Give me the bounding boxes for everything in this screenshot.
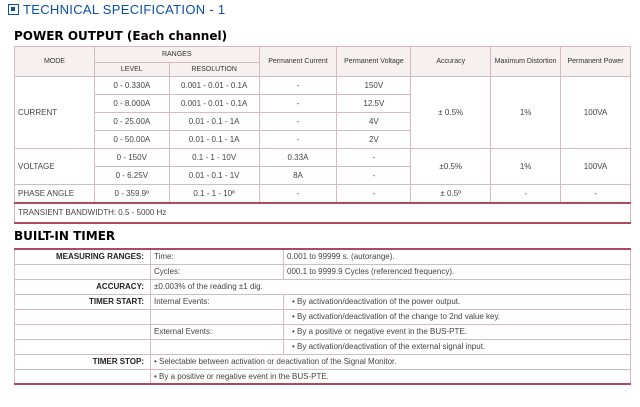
table-row xyxy=(15,149,631,167)
resolution-cell: 0.001 - 0.01 - 0.1A xyxy=(169,77,259,95)
perm-voltage-cell: 2V xyxy=(337,131,411,149)
accuracy-phase: ± 0.5º xyxy=(411,185,491,203)
resolution-cell: 0.001 - 0.01 - 0.1A xyxy=(169,95,259,113)
cycles-label: Cycles: xyxy=(151,264,284,279)
table-row xyxy=(15,309,631,324)
power-phase: - xyxy=(561,185,631,203)
timer-stop-label: TIMER STOP: xyxy=(15,354,151,369)
table-row xyxy=(15,369,631,384)
table-row xyxy=(15,294,631,309)
header-level: LEVEL xyxy=(94,63,169,77)
perm-current-cell: 8A xyxy=(259,167,337,185)
level-cell: 0 - 6.25V xyxy=(94,167,169,185)
timer-start-label: TIMER START: xyxy=(15,294,151,309)
internal-events-label: Internal Events: xyxy=(151,294,284,309)
perm-current-cell: - xyxy=(259,131,337,149)
perm-voltage-cell: - xyxy=(337,167,411,185)
accuracy-label: ACCURACY: xyxy=(15,279,151,294)
level-cell: 0 - 50.00A xyxy=(94,131,169,149)
resolution-cell: 0.01 - 0.1 - 1A xyxy=(169,113,259,131)
perm-current-cell: 0.33A xyxy=(259,149,337,167)
level-cell: 0 - 0.330A xyxy=(94,77,169,95)
perm-current-cell: - xyxy=(259,113,337,131)
perm-current-cell: - xyxy=(259,77,337,95)
header-perm-voltage: Permanent Voltage xyxy=(337,47,411,77)
perm-voltage-cell: 150V xyxy=(337,77,411,95)
table-row xyxy=(15,185,631,203)
power-voltage: 100VA xyxy=(561,149,631,185)
distortion-current: 1% xyxy=(491,77,561,149)
header-mode: MODE xyxy=(15,47,95,77)
header-resolution: RESOLUTION xyxy=(169,63,259,77)
list-item: • By a positive or negative event in the BUS-PTE. xyxy=(284,324,631,339)
accuracy-voltage: ±0.5% xyxy=(411,149,491,185)
built-in-timer-table xyxy=(14,248,631,385)
header-perm-current: Permanent Current xyxy=(259,47,337,77)
distortion-voltage: 1% xyxy=(491,149,561,185)
power-output-table xyxy=(14,46,631,224)
cycles-value: 000.1 to 9999.9 Cycles (referenced frequency). xyxy=(284,264,631,279)
perm-voltage-cell: 12.5V xyxy=(337,95,411,113)
table-row xyxy=(15,264,631,279)
time-label: Time: xyxy=(151,249,284,264)
external-events-label: External Events: xyxy=(151,324,284,339)
list-item: • By activation/deactivation of the power output. xyxy=(284,294,631,309)
resolution-cell: 0.01 - 0.1 - 1A xyxy=(169,131,259,149)
transient-bandwidth: TRANSIENT BANDWIDTH: 0.5 - 5000 Hz xyxy=(15,203,631,223)
level-cell: 0 - 359.9º xyxy=(94,185,169,203)
perm-voltage-cell: - xyxy=(337,149,411,167)
distortion-phase: - xyxy=(491,185,561,203)
resolution-cell: 0.01 - 0.1 - 1V xyxy=(169,167,259,185)
built-in-timer-title: BUILT-IN TIMER xyxy=(14,229,116,243)
perm-current-cell: - xyxy=(259,185,337,203)
page-header xyxy=(8,1,225,17)
time-value: 0.001 to 99999 s. (autorange). xyxy=(284,249,631,264)
header-max-distortion: Maximum Distortion xyxy=(491,47,561,77)
perm-voltage-cell: - xyxy=(337,185,411,203)
table-row xyxy=(15,324,631,339)
measuring-ranges-label: MEASURING RANGES: xyxy=(15,249,151,264)
mode-phase-angle: PHASE ANGLE xyxy=(15,185,95,203)
table-row xyxy=(15,203,631,223)
list-item: • Selectable between activation or deactivation of the Signal Monitor. xyxy=(151,354,631,369)
header-perm-power: Permanent Power xyxy=(561,47,631,77)
header-accuracy: Accuracy xyxy=(411,47,491,77)
level-cell: 0 - 150V xyxy=(94,149,169,167)
perm-current-cell: - xyxy=(259,95,337,113)
perm-voltage-cell: 4V xyxy=(337,113,411,131)
table-row xyxy=(15,249,631,264)
power-current: 100VA xyxy=(561,77,631,149)
page-title: TECHNICAL SPECIFICATION - 1 xyxy=(23,1,226,17)
level-cell: 0 - 8.000A xyxy=(94,95,169,113)
header-ranges: RANGES xyxy=(94,47,259,63)
table-row xyxy=(15,339,631,354)
table-row xyxy=(15,77,631,95)
accuracy-current: ± 0.5% xyxy=(411,77,491,149)
power-output-title: POWER OUTPUT (Each channel) xyxy=(14,29,228,43)
accuracy-value: ±0.003% of the reading ±1 dig. xyxy=(151,279,631,294)
list-item: • By activation/deactivation of the external signal input. xyxy=(284,339,631,354)
list-item: • By a positive or negative event in the BUS-PTE. xyxy=(151,369,631,384)
table-row xyxy=(15,279,631,294)
resolution-cell: 0.1 - 1 - 10V xyxy=(169,149,259,167)
resolution-cell: 0.1 - 1 - 10º xyxy=(169,185,259,203)
table-row xyxy=(15,354,631,369)
level-cell: 0 - 25.00A xyxy=(94,113,169,131)
mode-current: CURRENT xyxy=(15,77,95,149)
list-item: • By activation/deactivation of the change to 2nd value key. xyxy=(284,309,631,324)
square-bullet-icon xyxy=(8,4,19,15)
mode-voltage: VOLTAGE xyxy=(15,149,95,185)
